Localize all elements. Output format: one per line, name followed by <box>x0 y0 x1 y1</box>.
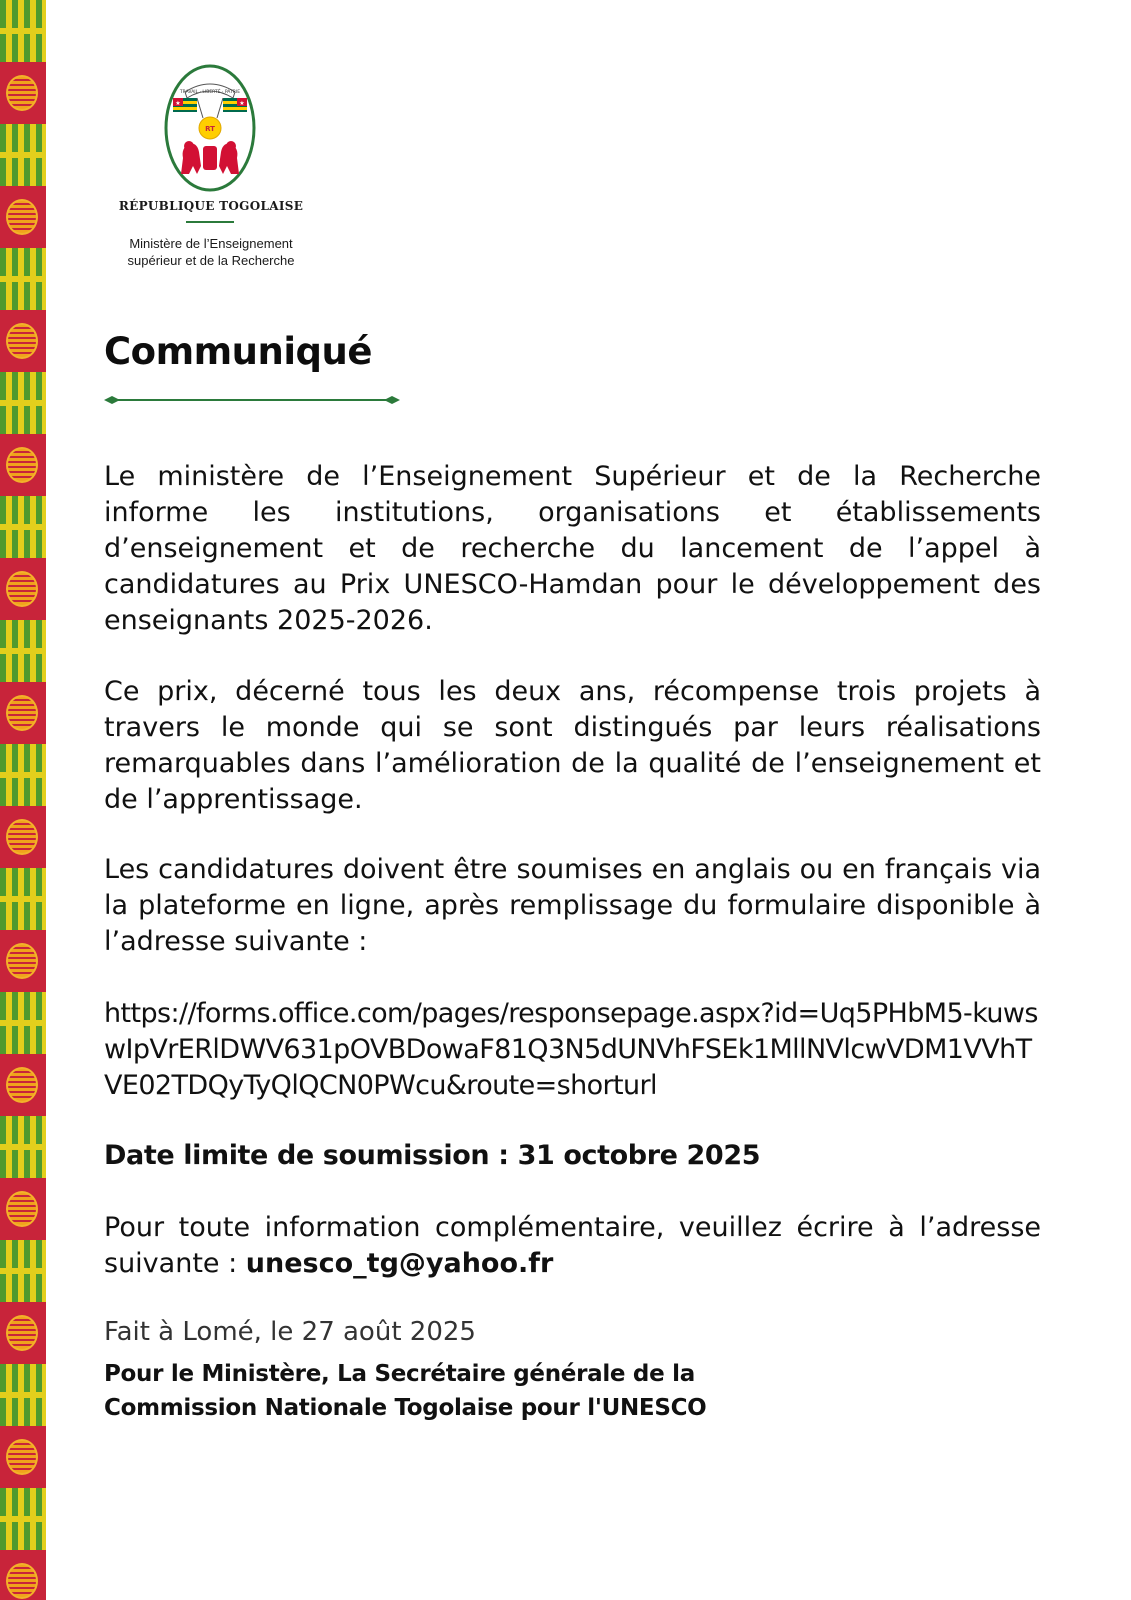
border-sun-tile <box>0 558 46 620</box>
flag-right-icon <box>223 98 247 112</box>
border-sun-tile <box>0 62 46 124</box>
border-stripe-tile <box>0 1364 46 1426</box>
diamond-divider-icon <box>104 394 400 406</box>
country-name: RÉPUBLIQUE TOGOLAISE <box>118 199 304 213</box>
border-stripe-tile <box>0 0 46 62</box>
border-stripe-tile <box>0 868 46 930</box>
border-stripe-bar <box>0 772 46 778</box>
monogram-shield <box>199 117 221 139</box>
contact-email-link[interactable]: unesco_tg@yahoo.fr <box>245 1248 554 1279</box>
border-stripe-bar <box>0 1392 46 1398</box>
border-stripe-bar <box>0 1268 46 1274</box>
border-sun-tile <box>0 1178 46 1240</box>
emblem-monogram: RT <box>205 125 215 133</box>
border-stripe-bar <box>0 1516 46 1522</box>
border-sun-tile <box>0 682 46 744</box>
border-stripe-bar <box>0 400 46 406</box>
border-sun-tile <box>0 434 46 496</box>
border-stripe-bar <box>0 152 46 158</box>
border-sun-tile <box>0 1054 46 1116</box>
border-sun-tile <box>0 310 46 372</box>
border-stripe-bar <box>0 896 46 902</box>
paragraph-submission-instructions: Les candidatures doivent être soumises en anglais ou en français via la plateforme en ligne, après remplissage du formulaire disponible à l’adresse suivante : <box>104 854 1041 957</box>
border-stripe-tile <box>0 744 46 806</box>
ministry-name <box>100 235 322 269</box>
emblem-banner-text: TRAVAIL · LIBERTÉ · PATRIE <box>179 90 241 95</box>
border-stripe-bar <box>0 648 46 654</box>
border-stripe-bar <box>0 276 46 282</box>
application-form-link[interactable]: https://forms.office.com/pages/responsepage.aspx?id=Uq5PHbM5-kuwswIpVrERlDWV631pOVBDowaF81Q3N5dUNVhFSEk1MllNVlcwVDM1VVhTVE02TDQyTyQlQCN0PWcu&route=shorturl <box>104 998 1038 1101</box>
border-stripe-tile <box>0 620 46 682</box>
decorative-border <box>0 0 46 1600</box>
sun-motif-icon <box>6 1563 38 1599</box>
border-sun-tile <box>0 1550 46 1600</box>
border-stripe-tile <box>0 1116 46 1178</box>
border-stripe-tile <box>0 248 46 310</box>
ministry-line-2: supérieur et de la Recherche <box>127 253 295 268</box>
border-stripe-tile <box>0 1240 46 1302</box>
border-sun-tile <box>0 1426 46 1488</box>
paragraph-contact <box>104 1210 1041 1282</box>
sun-motif-icon <box>6 75 38 111</box>
svg-text:★: ★ <box>175 100 181 107</box>
border-stripe-tile <box>0 372 46 434</box>
border-stripe-bar <box>0 1144 46 1150</box>
place-and-date: Fait à Lomé, le 27 août 2025 <box>104 1317 476 1347</box>
signature-block <box>104 1357 864 1425</box>
border-stripe-tile <box>0 1488 46 1550</box>
border-stripe-tile <box>0 124 46 186</box>
sun-motif-icon <box>6 1067 38 1103</box>
sun-motif-icon <box>6 1315 38 1351</box>
sun-motif-icon <box>6 943 38 979</box>
border-stripe-tile <box>0 496 46 558</box>
coat-of-arms-icon <box>163 62 257 194</box>
country-underline <box>186 221 234 223</box>
paragraph-prize-description: Ce prix, décerné tous les deux ans, récompense trois projets à travers le monde qui se sont distingués par leurs réalisations remarquables dans l’amélioration de la qualité de l’enseignement et de l’apprentissage. <box>104 676 1041 815</box>
sun-motif-icon <box>6 323 38 359</box>
contact-text: Pour toute information complémentaire, veuillez écrire à l’adresse suivante : <box>104 1212 1041 1279</box>
border-stripe-tile <box>0 992 46 1054</box>
border-sun-tile <box>0 806 46 868</box>
sun-motif-icon <box>6 1191 38 1227</box>
border-stripe-bar <box>0 1020 46 1026</box>
submission-deadline: Date limite de soumission : 31 octobre 2025 <box>104 1140 761 1171</box>
sun-motif-icon <box>6 571 38 607</box>
svg-text:★: ★ <box>239 100 245 107</box>
sun-motif-icon <box>6 447 38 483</box>
border-stripe-bar <box>0 28 46 34</box>
sun-motif-icon <box>6 1439 38 1475</box>
sun-motif-icon <box>6 695 38 731</box>
signature-line-2: Commission Nationale Togolaise pour l'UNESCO <box>104 1395 707 1421</box>
flag-left-icon <box>173 98 197 112</box>
page-title: Communiqué <box>104 330 372 373</box>
ministry-line-1: Ministère de l’Enseignement <box>129 236 293 251</box>
paragraph-announcement: Le ministère de l’Enseignement Supérieur et de la Recherche informe les institutions, organisations et établissements d’enseignement et de recherche du lancement de l’appel à candidatures au Prix UNESCO-Hamdan pour le développement des enseignants 2025-2026. <box>104 461 1041 636</box>
border-stripe-bar <box>0 524 46 530</box>
border-sun-tile <box>0 186 46 248</box>
signature-line-1: Pour le Ministère, La Secrétaire générale de la <box>104 1361 695 1387</box>
border-sun-tile <box>0 1302 46 1364</box>
border-sun-tile <box>0 930 46 992</box>
sun-motif-icon <box>6 199 38 235</box>
sun-motif-icon <box>6 819 38 855</box>
